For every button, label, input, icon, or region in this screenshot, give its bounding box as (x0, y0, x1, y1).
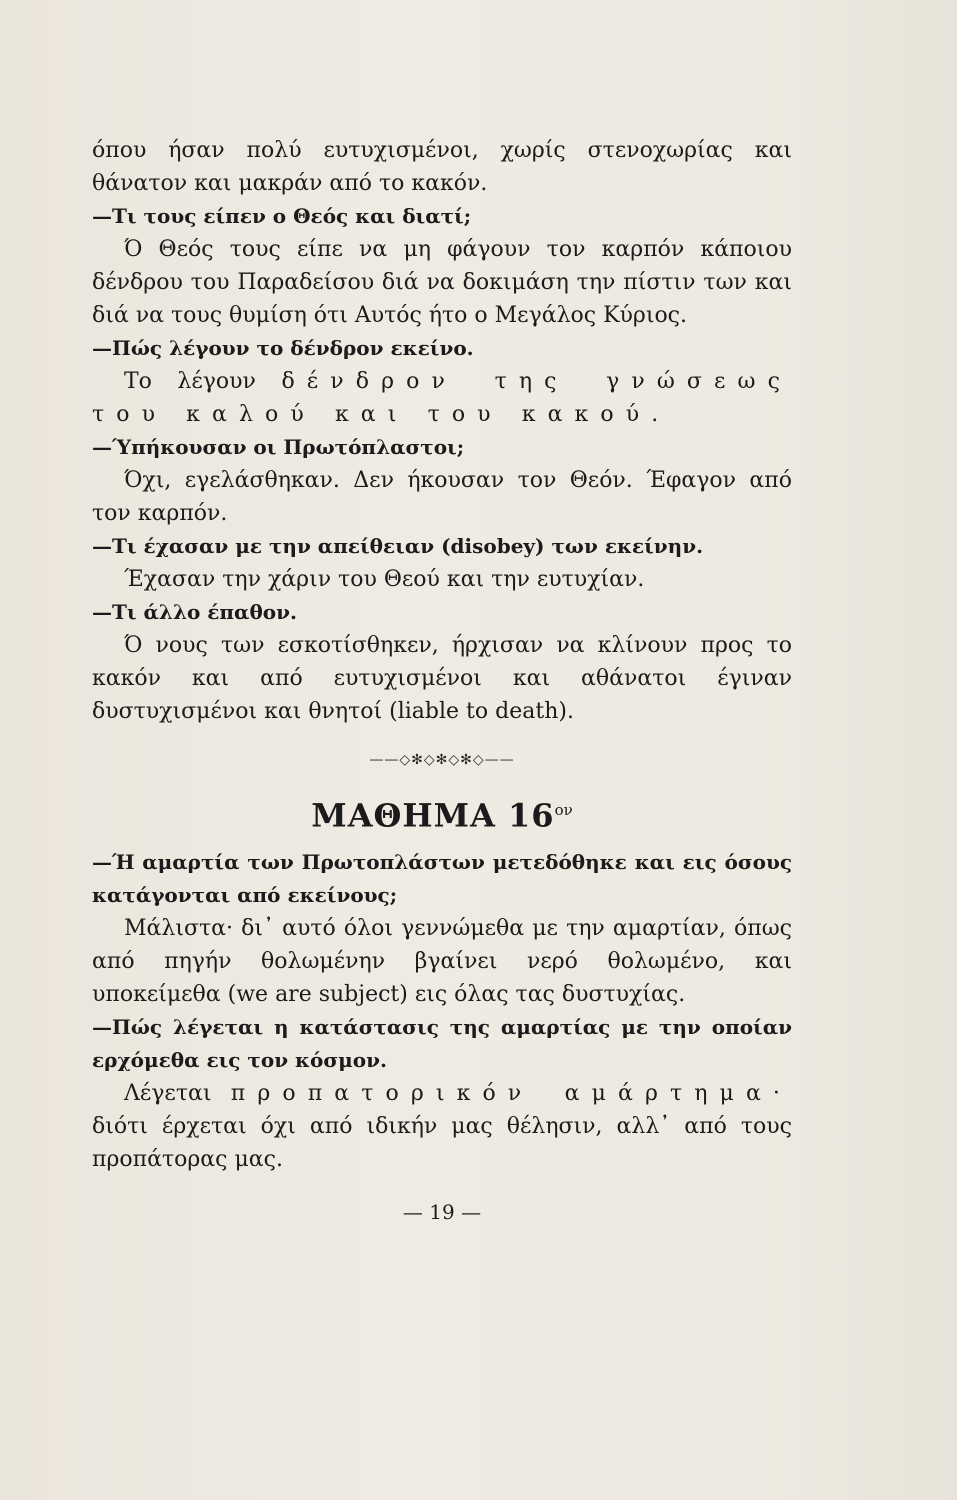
answer-7-lead: Λέγεται (124, 1080, 231, 1106)
answer-1: Ό Θεός τους είπε να μη φάγουν τον καρπόν κάποιου δένδρου του Παραδείσου διά να δοκιμάση την πίστιν των και διά να τους θυμίση ότι Αυτός ήτο ο Μεγάλος Κύριος. (92, 237, 792, 328)
answer-4: Έχασαν την χάριν του Θεού και την ευτυχίαν. (124, 567, 645, 592)
question-1: —Τι τους είπεν ο Θεός και διατί; (92, 204, 472, 228)
lesson-heading (92, 790, 792, 836)
question-2: —Πώς λέγουν το δένδρον εκείνο. (92, 336, 474, 360)
paragraph-continuation: όπου ήσαν πολύ ευτυχισμένοι, χωρίς στενοχωρίας και θάνατον και μακράν από το κακόν. (92, 138, 792, 196)
page-number: — 19 — (402, 1199, 482, 1224)
answer-5: Ό νους των εσκοτίσθηκεν, ήρχισαν να κλίνουν προς το κακόν και από ευτυχισμένοι και αθάνατοι έγιναν δυστυχισμένοι και θνητοί (liable to death). (92, 633, 792, 724)
question-5: —Τι άλλο έπαθον. (92, 600, 297, 624)
answer-6: Μάλιστα· δι᾿ αυτό όλοι γεννώμεθα με την αμαρτίαν, όπως από πηγήν θολωμένην βγαίνει νερό θολωμένο, και υποκείμεθα (we are subject) εις όλας τας δυστυχίας. (92, 915, 792, 1007)
section-divider: ——◇✻◇✻◇✻◇—— (369, 752, 515, 768)
answer-2-lead: Το λέγουν (124, 369, 282, 394)
answer-3: Όχι, εγελάσθηκαν. Δεν ήκουσαν τον Θεόν. Έφαγον από τον καρπόν. (92, 468, 792, 526)
page-content (92, 134, 792, 1226)
answer-2 (92, 365, 792, 431)
answer-7-spaced-term: προπατορικόν αμάρτημα· (230, 1080, 793, 1106)
question-7: —Πώς λέγεται η κατάστασις της αμαρτίας με την οποίαν ερχόμεθα εις τον κόσμον. (92, 1014, 792, 1072)
answer-7 (92, 1077, 792, 1176)
answer-2-spaced-term: δένδρον της γνώσεως του καλού και του κακού. (92, 369, 792, 427)
question-6: —Ή αμαρτία των Πρωτοπλάστων μετεδόθηκε και εις όσους κατάγονται από εκείνους; (92, 849, 792, 907)
question-3: —Ύπήκουσαν οι Πρωτόπλαστοι; (92, 435, 465, 459)
lesson-title-suffix: ον (554, 801, 573, 819)
lesson-title: ΜΑΘΗΜΑ 16 (311, 796, 555, 835)
answer-7-rest: διότι έρχεται όχι από ιδικήν μας θέλησιν, αλλ᾿ από τους προπάτορας μας. (92, 1113, 792, 1172)
question-4: —Τι έχασαν με την απείθειαν (disobey) των εκείνην. (92, 534, 704, 558)
